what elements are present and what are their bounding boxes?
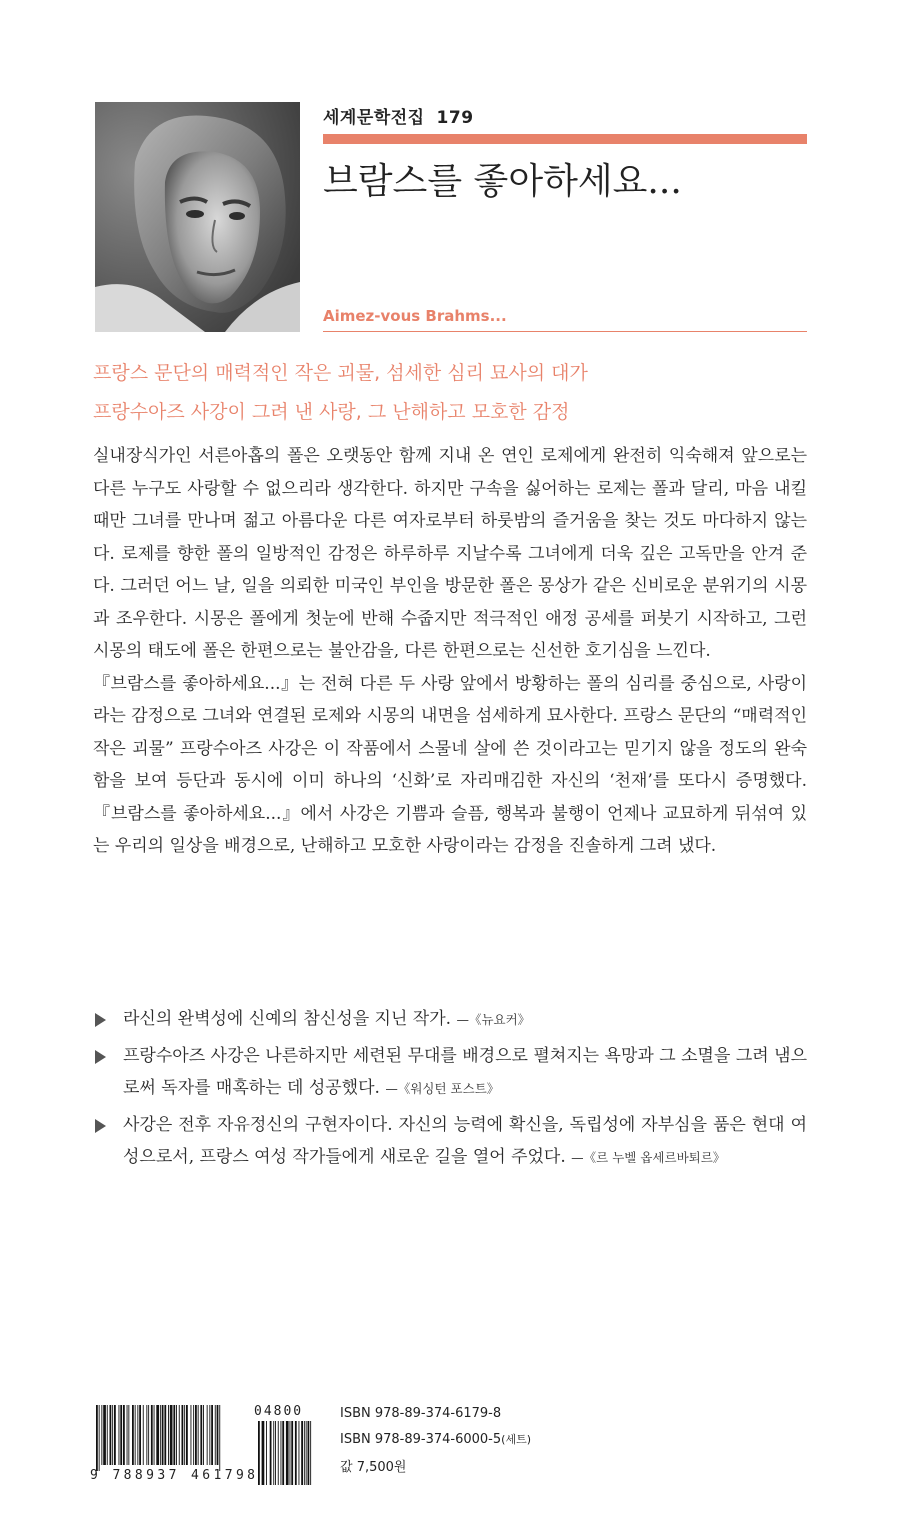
barcode-bar xyxy=(160,1405,161,1465)
barcode-addon-bar xyxy=(295,1421,297,1485)
barcode-addon-bar xyxy=(310,1421,311,1485)
quote-source: —《르 누벨 옵세르바퇴르》 xyxy=(571,1150,726,1165)
review-quotes xyxy=(93,1003,807,1178)
series-number: 179 xyxy=(436,108,474,128)
isbn-set-note: (세트) xyxy=(501,1433,531,1446)
quote-text: 라신의 완벽성에 신예의 참신성을 지닌 작가. xyxy=(123,1009,452,1029)
barcode-bar xyxy=(96,1405,98,1471)
barcode-addon-digits: 04800 xyxy=(254,1404,304,1419)
barcode-bar xyxy=(146,1405,147,1465)
synopsis xyxy=(93,440,807,863)
barcode-bar xyxy=(195,1405,197,1465)
barcode-bar xyxy=(211,1405,213,1465)
barcode-bar xyxy=(217,1405,219,1465)
quote-text: 프랑수아즈 사강은 나른하지만 세련된 무대를 배경으로 펼쳐지는 욕망과 그 소멸을 그려 냄으로써 독자를 매혹하는 데 성공했다. xyxy=(123,1045,807,1098)
barcode-bar xyxy=(207,1405,208,1465)
barcode-addon-bar xyxy=(308,1421,310,1485)
barcode-bar xyxy=(203,1405,204,1465)
barcode-bar xyxy=(148,1405,149,1465)
barcode-addon-bar xyxy=(270,1421,272,1485)
review-quote xyxy=(93,1109,807,1175)
barcode-bar xyxy=(170,1405,173,1465)
barcode-bar xyxy=(151,1405,153,1465)
barcode-addon-bar xyxy=(266,1421,267,1485)
book-title: 브람스를 좋아하세요... xyxy=(323,161,682,202)
barcode-addon-bar xyxy=(262,1421,265,1485)
isbn-set-line xyxy=(340,1431,531,1447)
top-accent-bar xyxy=(323,134,807,144)
tagline-line: 프랑스 문단의 매력적인 작은 괴물, 섬세한 심리 묘사의 대가 xyxy=(93,362,588,384)
barcode-bar xyxy=(120,1405,122,1465)
barcode-addon-bar xyxy=(291,1421,293,1485)
barcode-bar xyxy=(198,1405,199,1465)
quote-source: —《뉴요커》 xyxy=(456,1012,531,1027)
barcode-bar xyxy=(209,1405,210,1465)
barcode-bar xyxy=(119,1405,120,1465)
barcode-bar xyxy=(137,1405,138,1465)
synopsis-paragraph: 실내장식가인 서른아홉의 폴은 오랫동안 함께 지내 온 연인 로제에게 완전히 익숙해져 앞으로는 다른 누구도 사랑할 수 없으리라 생각한다. 하지만 구속을 싫어하는 로제는 폴과 달리, 마음 내킬 때만 그녀를 만나며 젊고 아름다운 다른 여자로부터 하룻밤의 즐거움을 찾는 것도 마다하지 않는다. 로제를 향한 폴의 일방적인 감정은 하루하루 지날수록 그녀에게 더욱 깊은 고독만을 안겨 준다. 그러던 어느 날, 일을 의뢰한 미국인 부인을 방문한 폴은 몽상가 같은 신비로운 분위기의 시몽과 조우한다. 시몽은 폴에게 첫눈에 반해 수줍지만 적극적인 애정 공세를 퍼붓기 시작하고, 그런 시몽의 태도에 폴은 한편으로는 불안감을, 다른 한편으로는 신선한 호기심을 느낀다. xyxy=(93,446,807,661)
barcode-bar xyxy=(103,1405,106,1465)
barcode-bar xyxy=(219,1405,220,1471)
barcode-bar xyxy=(186,1405,188,1465)
barcode-bar xyxy=(139,1405,141,1465)
barcode-bar xyxy=(200,1405,202,1465)
barcode-bar xyxy=(164,1405,166,1465)
header-rule xyxy=(323,331,807,332)
barcode-bar xyxy=(168,1405,169,1465)
barcode-addon-bar xyxy=(273,1421,274,1485)
triangle-bullet-icon xyxy=(95,1050,106,1064)
barcode-bar xyxy=(123,1405,125,1465)
barcode-addon-bar xyxy=(278,1421,279,1485)
barcode-addon-bar xyxy=(301,1421,303,1485)
barcode-bar xyxy=(128,1405,129,1465)
barcode-addon-bars xyxy=(258,1421,311,1485)
original-title: Aimez-vous Brahms... xyxy=(323,307,507,325)
barcode-bar xyxy=(156,1405,159,1465)
barcode-bar xyxy=(184,1405,185,1465)
barcode-bar xyxy=(162,1405,164,1465)
barcode-addon-bar xyxy=(290,1421,291,1485)
barcode-bar xyxy=(143,1405,144,1465)
barcode-bar xyxy=(182,1405,184,1465)
barcode-bar xyxy=(193,1405,194,1465)
barcode-bar xyxy=(173,1405,175,1465)
barcode-bar xyxy=(154,1405,155,1465)
barcode-bar xyxy=(179,1405,180,1465)
barcode-digits: 9 788937 461798 xyxy=(90,1468,259,1483)
barcode-addon-bar xyxy=(306,1421,307,1485)
barcode-bar xyxy=(176,1405,177,1465)
isbn-line: ISBN 978-89-374-6179-8 xyxy=(340,1406,502,1421)
review-quote xyxy=(93,1003,807,1037)
barcode-main-bars xyxy=(96,1405,220,1471)
barcode-addon-bar xyxy=(282,1421,284,1485)
series-name: 세계문학전집 xyxy=(323,108,425,128)
barcode-bar xyxy=(191,1405,192,1465)
triangle-bullet-icon xyxy=(95,1119,106,1133)
tagline-line: 프랑수아즈 사강이 그려 낸 사랑, 그 난해하고 모호한 감정 xyxy=(93,401,570,423)
barcode-bar xyxy=(107,1405,108,1465)
barcode-addon-bar xyxy=(304,1421,305,1485)
isbn-set-number: ISBN 978-89-374-6000-5 xyxy=(340,1432,502,1447)
series-label xyxy=(323,103,474,128)
quote-text: 사강은 전후 자유정신의 구현자이다. 자신의 능력에 확신을, 독립성에 자부심을 품은 현대 여성으로서, 프랑스 여성 작가들에게 새로운 길을 열어 주었다. xyxy=(123,1114,807,1167)
barcode-bar xyxy=(135,1405,136,1465)
barcode-bar xyxy=(114,1405,116,1465)
quote-source: —《워싱턴 포스트》 xyxy=(385,1081,500,1096)
barcode-bar xyxy=(112,1405,113,1465)
barcode-bar xyxy=(110,1405,112,1465)
barcode-addon-bar xyxy=(281,1421,282,1485)
barcode-addon-bar xyxy=(275,1421,276,1485)
review-quote xyxy=(93,1040,807,1106)
price: 값 7,500원 xyxy=(340,1460,407,1475)
author-photo xyxy=(95,102,300,332)
barcode-bar xyxy=(99,1405,100,1471)
barcode-addon-bar xyxy=(299,1421,300,1485)
barcode-bar xyxy=(132,1405,134,1465)
barcode-addon-bar xyxy=(286,1421,289,1485)
barcode-bar xyxy=(127,1405,128,1465)
synopsis-paragraph: 『브람스를 좋아하세요...』는 전혀 다른 두 사랑 앞에서 방황하는 폴의 심리를 중심으로, 사랑이라는 감정으로 그녀와 연결된 로제와 시몽의 내면을 섬세하게 묘사한다. 프랑스 문단의 “매력적인 작은 괴물” 프랑수아즈 사강은 이 작품에서 스물네 살에 쓴 것이라고는 믿기지 않을 정도의 완숙함을 보여 등단과 동시에 이미 하나의 ‘신화’로 자리매김한 자신의 ‘천재’를 또다시 증명했다. 『브람스를 좋아하세요...』에서 사강은 기쁨과 슬픔, 행복과 불행이 언제나 교묘하게 뒤섞여 있는 우리의 일상을 배경으로, 난해하고 모호한 사랑이라는 감정을 진솔하게 그려 냈다. xyxy=(93,673,807,856)
triangle-bullet-icon xyxy=(95,1013,106,1027)
barcode-bar xyxy=(215,1405,216,1465)
barcode-bar xyxy=(101,1405,102,1465)
